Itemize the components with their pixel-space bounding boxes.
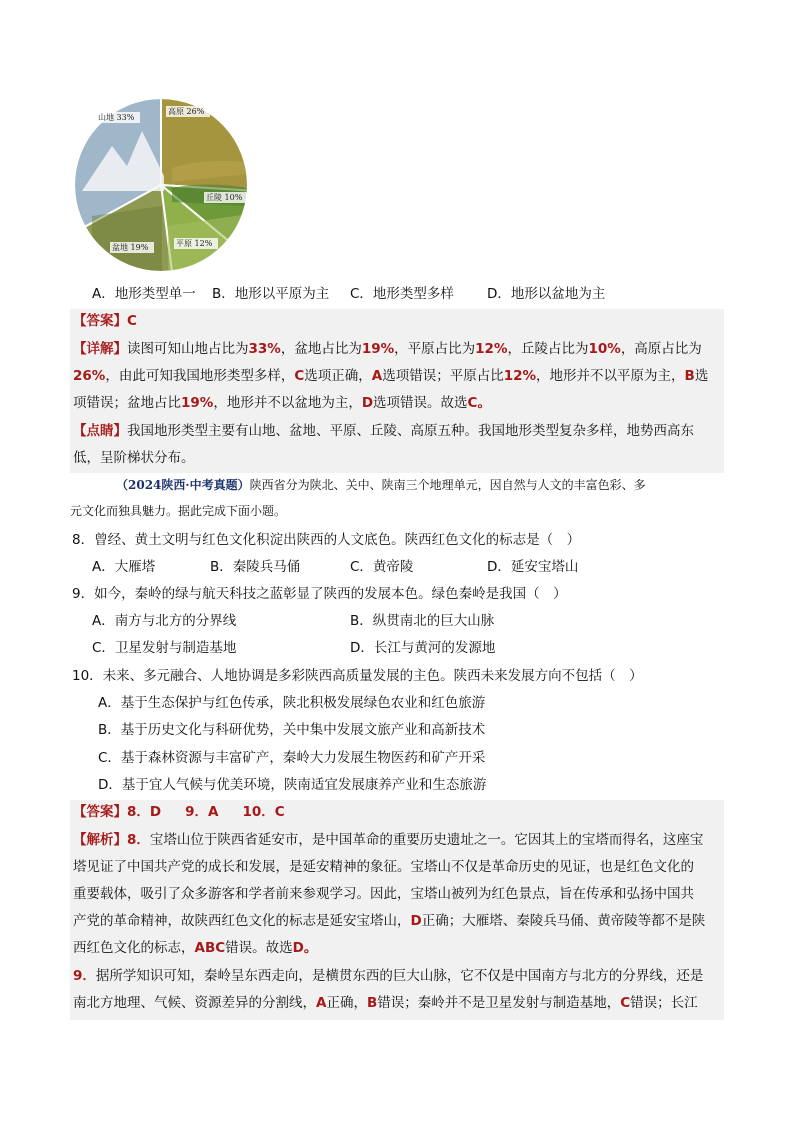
point-label: 【点睛】 [73,423,127,439]
analysis-line-5: 西红色文化的标志，ABC错误。故选D。 [73,940,318,956]
q10-option-c: C．基于森林资源与丰富矿产，秦岭大力发展生物医药和矿产开采 [98,750,486,766]
q9-option-d: D．长江与黄河的发源地 [350,640,496,656]
analysis-q9-line-1: 9．据所学知识可知，秦岭呈东西走向，是横贯东西的巨大山脉，它不仅是中国南方与北方的分界线，还是 [73,968,704,984]
point-line-2: 低，呈阶梯状分布。 [73,450,195,466]
q8-option-b: B．秦陵兵马俑 [210,559,301,575]
pie-slice-label: 高原 26% [168,107,205,116]
q10-option-a: A．基于生态保护与红色传承，陕北积极发展绿色农业和红色旅游 [98,695,486,711]
q9-stem: 9．如今，秦岭的绿与航天科技之蓝彰显了陕西的发展本色。绿色秦岭是我国（ ） [72,586,567,602]
answers-line: 【答案】8．D 9．A 10．C [73,804,285,820]
q10-stem: 10．未来、多元融合、人地协调是多彩陕西高质量发展的主色。陕西未来发展方向不包括（ ） [72,668,643,684]
detail-line-1: 【详解】读图可知山地占比为33%，盆地占比为19%，平原占比为12%，丘陵占比为10%，高原占比为 [73,341,702,357]
q8-option-d: D．延安宝塔山 [487,559,579,575]
analysis-line-3: 重要载体，吸引了众多游客和学者前来参观学习。因此，宝塔山被列为红色景点，旨在传承和弘扬中国共 [73,886,694,902]
answer-block-q7 [70,309,724,473]
answer-label: 【答案】 [73,804,127,820]
q7-option-d: D．地形以盆地为主 [487,286,606,302]
analysis-line-1: 【解析】8．宝塔山位于陕西省延安市，是中国革命的重要历史遗址之一。它因其上的宝塔而得名，这座宝 [73,832,704,848]
terrain-pie-chart [72,96,250,274]
q8-stem: 8．曾经、黄土文明与红色文化积淀出陕西的人文底色。陕西红色文化的标志是（ ） [72,532,581,548]
q7-option-a: A．地形类型单一 [92,286,196,302]
intro-line-1: （2024陕西·中考真题）陕西省分为陕北、关中、陕南三个地理单元，因自然与人文的丰富色彩、多 [116,478,646,492]
q9-option-a: A．南方与北方的分界线 [92,613,237,629]
answer-line [73,311,137,331]
pie-slice-label: 盆地 19% [112,243,149,252]
analysis-q9-line-2: 南北方地理、气候、资源差异的分割线，A正确，B错误；秦岭并不是卫星发射与制造基地，C错误；长江 [73,995,698,1011]
pie-slice-label: 平原 12% [176,239,213,248]
pie-slice-label: 山地 33% [98,113,135,122]
point-line-1: 【点睛】我国地形类型主要有山地、盆地、平原、丘陵、高原五种。我国地形类型复杂多样，地势西高东 [73,423,694,439]
analysis-line-4: 产党的革命精神，故陕西红色文化的标志是延安宝塔山，D正确；大雁塔、秦陵兵马俑、黄帝陵等都不是陕 [73,913,706,929]
detail-line-3: 项错误；盆地占比19%，地形并不以盆地为主，D选项错误。故选C。 [73,395,491,411]
q10-option-b: B．基于历史文化与科研优势，关中集中发展文旅产业和高新技术 [98,722,486,738]
q10-option-d: D．基于宜人气候与优美环境，陕南适宜发展康养产业和生态旅游 [98,777,487,793]
answer-value: C [127,313,137,329]
q9-option-b: B．纵贯南北的巨大山脉 [350,613,495,629]
q7-option-c: C．地形类型多样 [350,286,454,302]
q7-option-b: B．地形以平原为主 [212,286,330,302]
detail-label: 【详解】 [73,341,127,357]
analysis-label: 【解析】 [73,832,127,848]
q9-option-c: C．卫星发射与制造基地 [92,640,237,656]
q8-option-a: A．大雁塔 [92,559,156,575]
pie-slice-label: 丘陵 10% [206,193,243,202]
q8-option-c: C．黄帝陵 [350,559,414,575]
detail-line-2: 26%，由此可知我国地形类型多样，C选项正确，A选项错误；平原占比12%，地形并不以平原为主，B选 [73,368,709,384]
intro-line-2: 元文化而独具魅力。据此完成下面小题。 [70,504,287,518]
source-tag: （2024陕西·中考真题） [116,478,250,492]
analysis-line-2: 塔见证了中国共产党的成长和发展，是延安精神的象征。宝塔山不仅是革命历史的见证，也是红色文化的 [73,859,694,875]
answer-label: 【答案】 [73,313,127,329]
answer-block-q8-10 [70,800,724,1020]
